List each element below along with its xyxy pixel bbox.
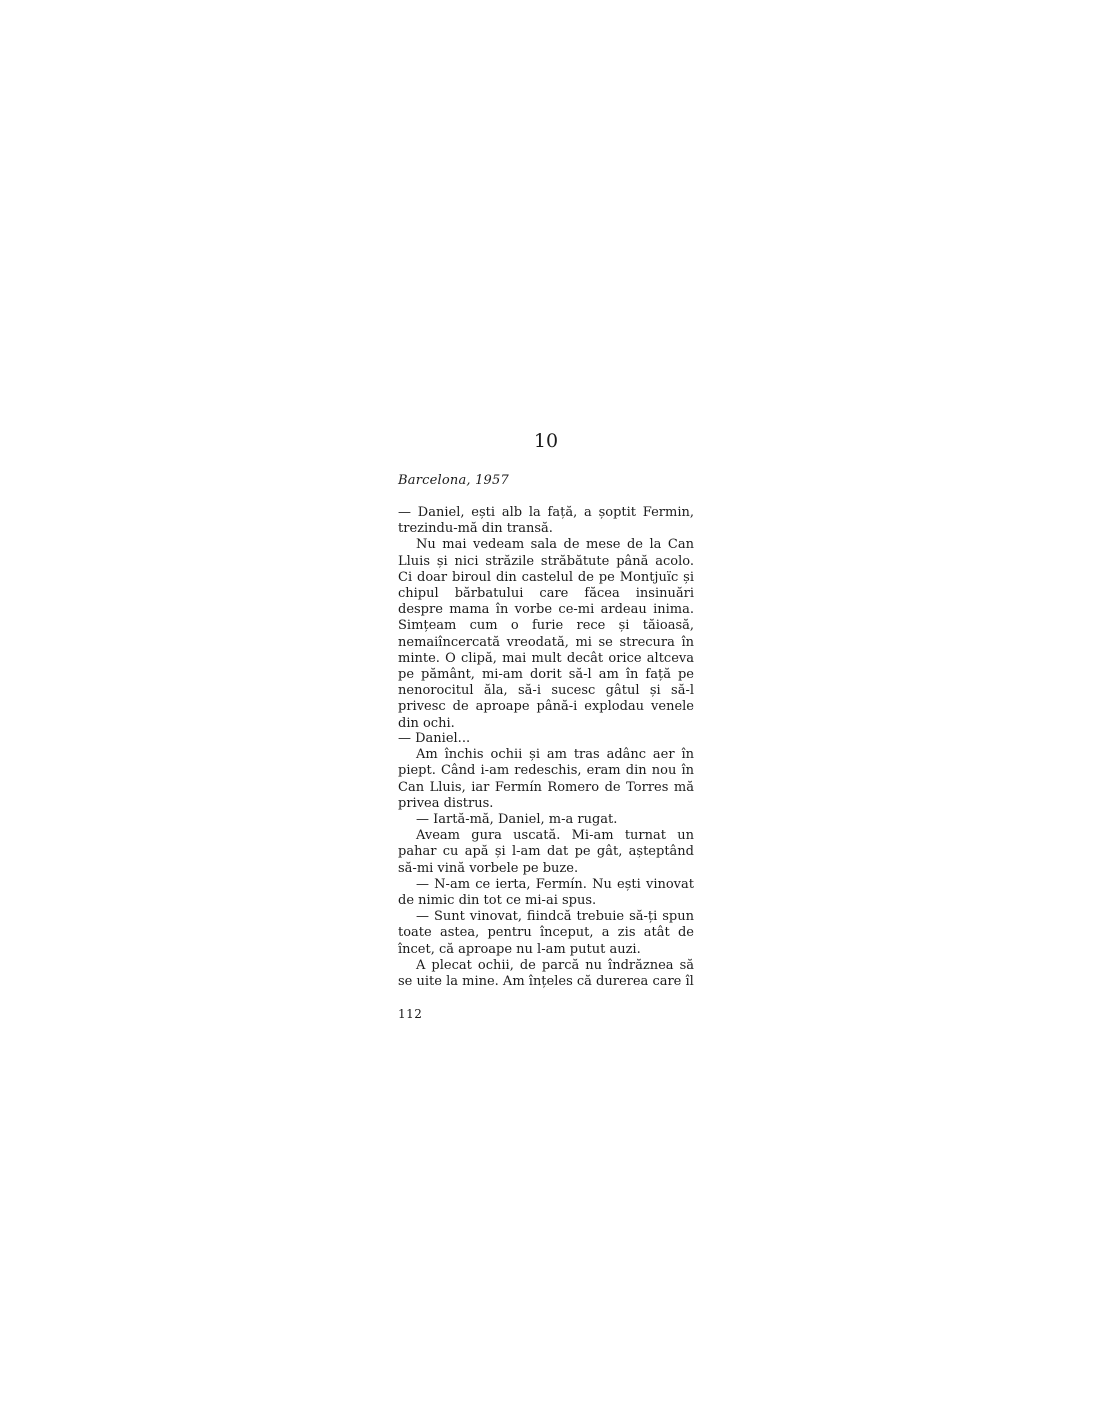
paragraph: Am închis ochii și am tras adânc aer în piept. Când i-am redeschis, eram din nou în Can Lluis, iar Fermín Romero de Torres mă privea distrus. [398, 747, 694, 811]
paragraph: — Sunt vinovat, fiindcă trebuie să-ți spun toate astea, pentru început, a zis atât de încet, că aproape nu l-am putut auzi. [398, 909, 694, 957]
text-section-1 [398, 505, 694, 732]
paragraph: — Iartă-mă, Daniel, m-a rugat. [416, 812, 618, 828]
text-section-2 [398, 731, 694, 990]
page-number: 112 [398, 1007, 423, 1021]
paragraph: — Daniel, ești alb la față, a șoptit Fermin, trezindu-mă din transă. [398, 505, 694, 537]
paragraph: A plecat ochii, de parcă nu îndrăznea să se uite la mine. Am înțeles că durerea care îl [398, 957, 694, 990]
paragraph: Aveam gura uscată. Mi-am turnat un pahar cu apă și l-am dat pe gât, așteptând să-mi vină vorbele pe buze. [398, 828, 694, 876]
chapter-dateline: Barcelona, 1957 [398, 473, 509, 488]
paragraph: Nu mai vedeam sala de mese de la Can Lluis și nici străzile străbătute până acolo. Ci doar biroul din castelul de pe Montjuïc și chipul bărbatului care făcea insinuări despre mama în vorbe ce-mi ardeau inima. Simțeam cum o furie rece și tăioasă, nemaiîncercată vreodată, mi se strecura în minte. O clipă, mai mult decât orice altceva pe pământ, mi-am dorit să-l am în față pe nenorocitul ăla, să-i sucesc gâtul și să-l privesc de aproape până-i explodau venele din ochi. [398, 537, 694, 731]
paragraph: — N-am ce ierta, Fermín. Nu ești vinovat de nimic din tot ce mi-ai spus. [398, 876, 694, 909]
chapter-number: 10 [533, 430, 559, 452]
paragraph: — Daniel... [398, 731, 471, 746]
